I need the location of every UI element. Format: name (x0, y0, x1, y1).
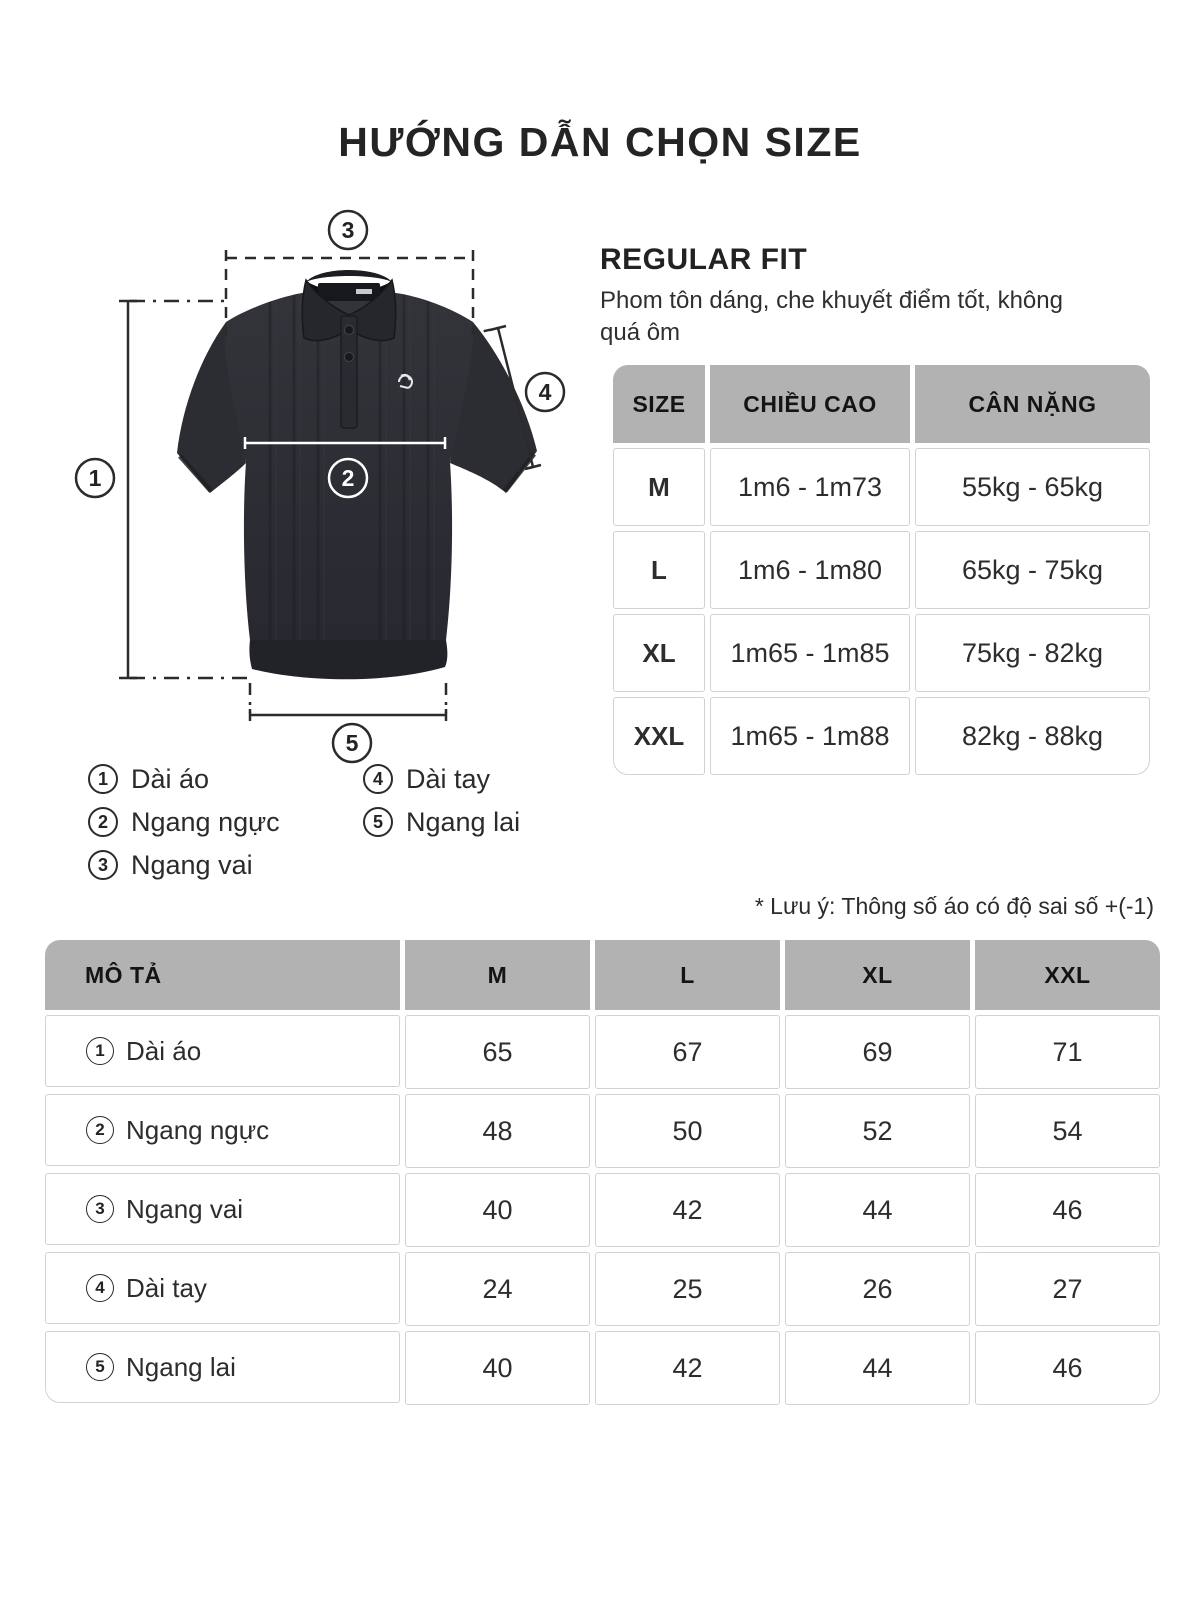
size-table-cell: 82kg - 88kg (915, 697, 1150, 775)
measurement-cell: 40 (405, 1331, 590, 1405)
size-table-cell: 1m6 - 1m80 (710, 531, 910, 609)
legend-label: Ngang lai (406, 806, 521, 837)
measurement-table-header-l: L (595, 940, 780, 1010)
measurement-cell: 40 (405, 1173, 590, 1247)
measurement-table-header-m: M (405, 940, 590, 1010)
legend-item-ngang-nguc (88, 807, 280, 837)
size-table-cell: 65kg - 75kg (915, 531, 1150, 609)
size-table-header-size: SIZE (613, 365, 705, 443)
measure-line-hem (250, 683, 446, 721)
size-table (613, 365, 1150, 775)
size-table-cell: 1m65 - 1m85 (710, 614, 910, 692)
tolerance-note: * Lưu ý: Thông số áo có độ sai số +(-1) (754, 893, 1154, 919)
measure-badge-4 (526, 373, 564, 411)
legend-column-left (88, 764, 280, 893)
row-num: 3 (86, 1195, 114, 1223)
legend-num-1: 1 (88, 764, 118, 794)
measure-badge-5 (333, 724, 371, 762)
polo-shirt-illustration (60, 190, 590, 770)
size-table-cell: 1m65 - 1m88 (710, 697, 910, 775)
page-title: HƯỚNG DẪN CHỌN SIZE (338, 119, 862, 166)
hem-band (249, 640, 447, 679)
legend-item-ngang-vai (88, 850, 280, 880)
measurement-cell: 46 (975, 1331, 1160, 1405)
row-label-text: Ngang ngực (126, 1114, 270, 1145)
size-table-cell: 75kg - 82kg (915, 614, 1150, 692)
legend-label: Ngang vai (131, 849, 253, 880)
legend-item-dai-ao (88, 764, 280, 794)
legend-num-2: 2 (88, 807, 118, 837)
measurement-cell: 44 (785, 1331, 970, 1405)
measurement-cell: 25 (595, 1252, 780, 1326)
measurement-table-header-desc: MÔ TẢ (45, 940, 400, 1010)
measurement-cell: 50 (595, 1094, 780, 1168)
measurement-cell: 24 (405, 1252, 590, 1326)
svg-text:1: 1 (88, 465, 102, 491)
measurement-cell: 54 (975, 1094, 1160, 1168)
measure-badge-1 (76, 459, 114, 497)
measurement-table (45, 940, 1160, 1405)
measurement-table-header-xl: XL (785, 940, 970, 1010)
measurement-row-label (45, 1331, 400, 1403)
fit-info (600, 243, 1120, 350)
legend-label: Dài áo (131, 763, 210, 794)
collar-back (306, 270, 392, 282)
svg-text:3: 3 (341, 217, 355, 243)
measurement-cell: 67 (595, 1015, 780, 1089)
size-table-cell: 55kg - 65kg (915, 448, 1150, 526)
button-2 (345, 353, 354, 362)
shirt-measurement-diagram (60, 190, 590, 770)
row-num: 1 (86, 1037, 114, 1065)
size-table-cell: L (613, 531, 705, 609)
measurement-cell: 71 (975, 1015, 1160, 1089)
measurement-cell: 48 (405, 1094, 590, 1168)
legend-label: Ngang ngực (131, 806, 280, 837)
measurement-cell: 69 (785, 1015, 970, 1089)
measurement-row-label (45, 1252, 400, 1324)
row-label-text: Ngang lai (126, 1351, 236, 1382)
size-table-cell: 1m6 - 1m73 (710, 448, 910, 526)
legend-item-dai-tay (363, 764, 520, 794)
measurement-row-label (45, 1094, 400, 1166)
svg-text:5: 5 (345, 730, 359, 756)
legend-item-ngang-lai (363, 807, 520, 837)
size-table-header-weight: CÂN NẶNG (915, 365, 1150, 443)
button-1 (345, 326, 354, 335)
measurement-row-label (45, 1173, 400, 1245)
measurement-cell: 26 (785, 1252, 970, 1326)
fit-heading: REGULAR FIT (600, 243, 808, 276)
measurement-row-label (45, 1015, 400, 1087)
legend-num-4: 4 (363, 764, 393, 794)
legend-num-5: 5 (363, 807, 393, 837)
svg-text:4: 4 (538, 379, 552, 405)
measurement-cell: 42 (595, 1173, 780, 1247)
measurement-cell: 27 (975, 1252, 1160, 1326)
fit-description: Phom tôn dáng, che khuyết điểm tốt, không quá ôm (600, 287, 1063, 347)
size-table-header-height: CHIỀU CAO (710, 365, 910, 443)
legend-num-3: 3 (88, 850, 118, 880)
legend-label: Dài tay (406, 763, 491, 794)
measurement-cell: 42 (595, 1331, 780, 1405)
measurement-table-header-xxl: XXL (975, 940, 1160, 1010)
measurement-cell: 46 (975, 1173, 1160, 1247)
size-table-cell: M (613, 448, 705, 526)
size-table-cell: XL (613, 614, 705, 692)
row-num: 2 (86, 1116, 114, 1144)
row-num: 4 (86, 1274, 114, 1302)
measurement-cell: 65 (405, 1015, 590, 1089)
row-label-text: Ngang vai (126, 1193, 244, 1224)
row-num: 5 (86, 1353, 114, 1381)
legend-column-right (363, 764, 520, 850)
svg-text:2: 2 (341, 465, 355, 491)
measure-badge-3 (329, 211, 367, 249)
measurement-cell: 52 (785, 1094, 970, 1168)
size-table-cell: XXL (613, 697, 705, 775)
row-label-text: Dài áo (126, 1035, 202, 1066)
measurement-cell: 44 (785, 1173, 970, 1247)
row-label-text: Dài tay (126, 1272, 207, 1303)
